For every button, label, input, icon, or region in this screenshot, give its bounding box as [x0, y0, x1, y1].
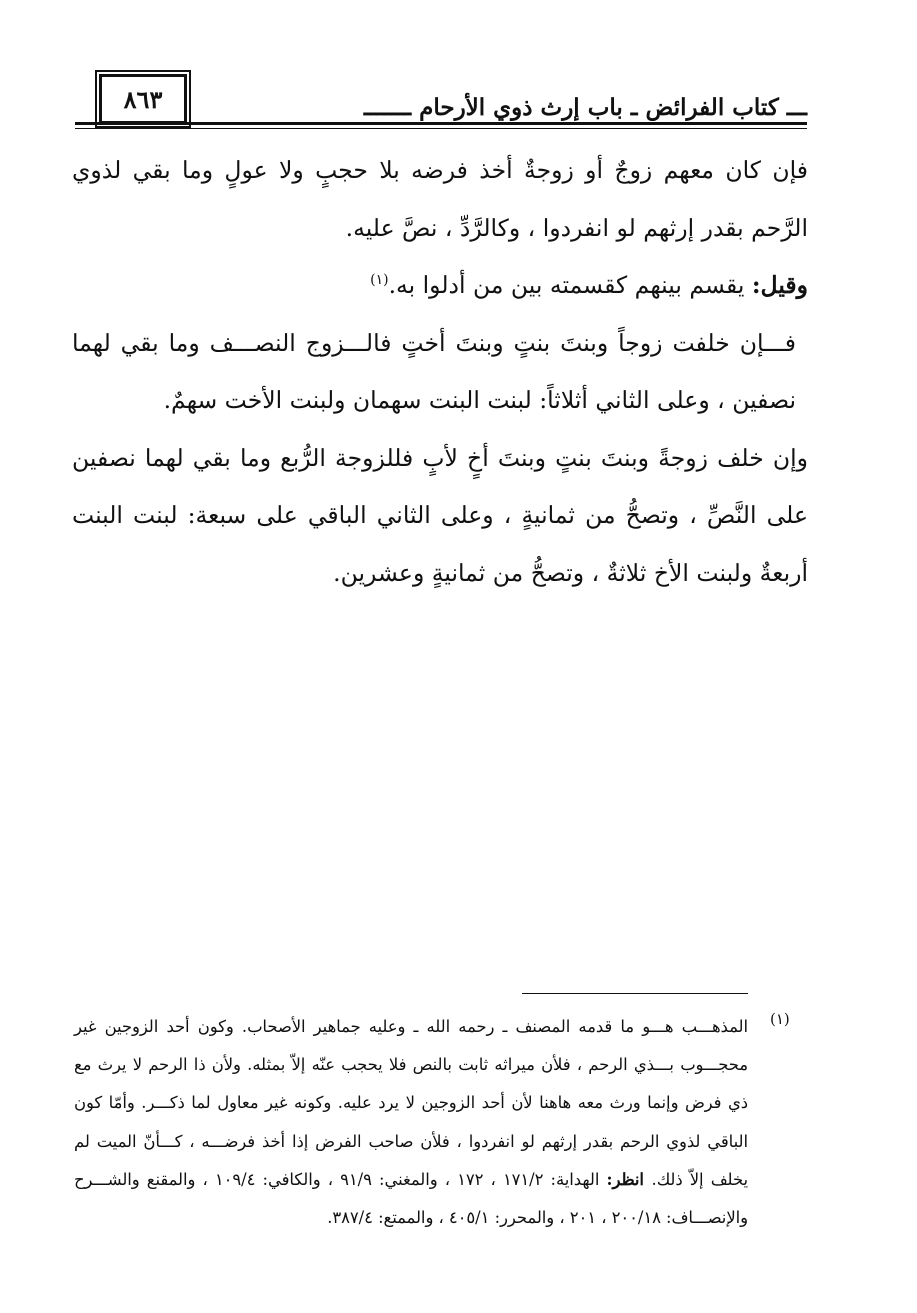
main-text [72, 142, 808, 602]
paragraph-1: فإن كان معهم زوجٌ أو زوجةٌ أخذ فرضه بلا حجبٍ ولا عولٍ وما بقي لذوي الرَّحم بقدر إرثهم لو انفردوا ، وكالرَّدِّ ، نصَّ عليه. [72, 156, 808, 242]
footnote-text [74, 1008, 748, 1237]
footnote-ref: (١) [370, 272, 389, 289]
running-title: ـــ كتاب الفرائض ـ باب إرث ذوي الأرحام ـــــــ [363, 94, 807, 121]
footnote-body: المذهـــب هـــو ما قدمه المصنف ـ رحمه الله ـ وعليه جماهير الأصحاب. وكون أحد الزوجين غير محجـــوب بـــذي الرحم ، فلأن ميراثه ثابت بالنص فلا يحجب عنّه إلاّ بمثله. ولأن ذا الرحم لا يرث مع ذي فرض وإنما ورث معه هاهنا لأن أحد الزوجين لا يرد عليه. وكونه غير معاول لما ذكـــر. وأمّا كون الباقي لذوي الرحم بقدر إرثهم لو انفردوا ، فلأن صاحب الفرض إذا أخذ فرضـــه ، كـــأنّ الميت لم يخلف إلاّ ذلك. [74, 1017, 748, 1189]
paragraph-4: وإن خلف زوجةً وبنتَ بنتٍ وبنتَ أخٍ لأبٍ فللزوجة الرُّبع وما بقي لهما نصفين على النَّصِّ ، وتصحُّ من ثمانيةٍ ، وعلى الثاني الباقي على سبعة: لبنت البنت أربعةٌ ولبنت الأخ ثلاثةٌ ، وتصحُّ من ثمانيةٍ وعشرين. [72, 443, 808, 587]
header-rule-thin [75, 128, 807, 129]
paragraph-3: فـــإن خلفت زوجاً وبنتَ بنتٍ وبنتَ أختٍ فالـــزوج النصـــف وما بقي لهما نصفين ، وعلى الثاني أثلاثاً: لبنت البنت سهمان ولبنت الأخت سهمٌ. [72, 328, 796, 414]
header-rule [75, 122, 807, 125]
footnote-references: الهداية: ١٧١/٢ ، ١٧٢ ، والمغني: ٩١/٩ ، والكافي: ١٠٩/٤ ، والمقنع والشـــرح والإنصـــاف: ٢٠٠/١٨ ، ٢٠١ ، والمحرر: ٤٠٥/١ ، والممتع: ٣٨٧/٤. [74, 1169, 748, 1228]
paragraph-2 [72, 257, 808, 315]
paragraph-2-text: يقسم بينهم كقسمته بين من أدلوا به. [388, 271, 752, 299]
qila-label: وقيل: [751, 271, 808, 299]
footnote-see-label: انظر: [606, 1169, 652, 1189]
page-number: ٨٦٣ [99, 74, 187, 124]
page-header [75, 70, 807, 130]
footnote-separator [522, 993, 748, 994]
footnote-number: (١) [770, 1010, 790, 1028]
